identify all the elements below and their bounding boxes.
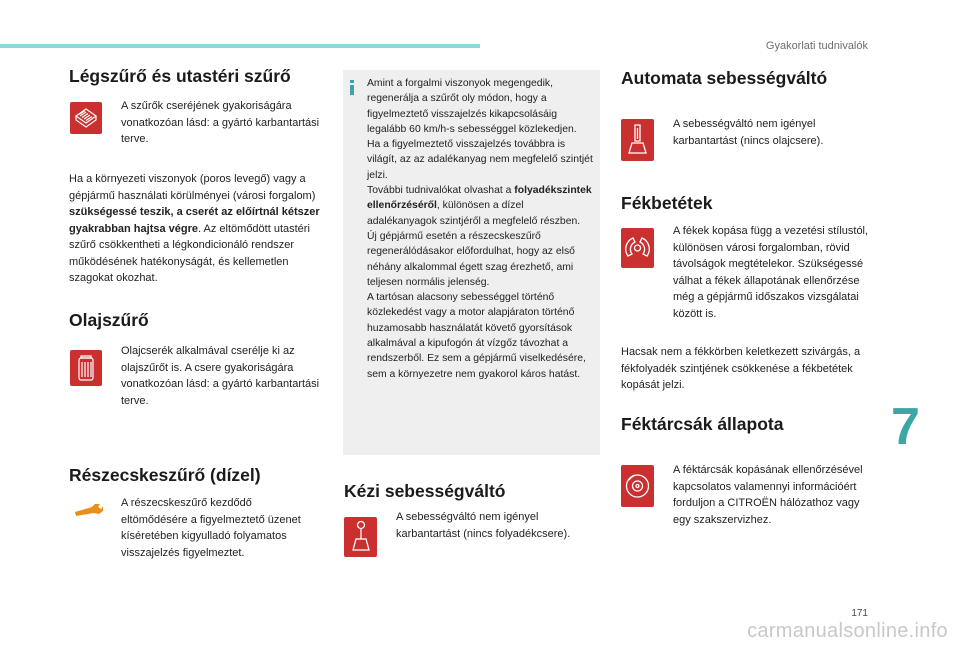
brake-pads-heading: Fékbetétek (621, 193, 713, 213)
brake-pads-icon (621, 228, 654, 268)
automatic-gear-icon (621, 119, 654, 161)
air-filter-icon-text: A szűrők cseréjének gyakoriságára vonatkozóan lásd: a gyártó karbantartási terve. (121, 100, 320, 145)
air-filter-icon (70, 102, 102, 134)
air-filter-heading: Légszűrő és utastéri szűrő (69, 66, 291, 86)
oil-filter-icon (70, 350, 102, 386)
info-paragraph: A tartósan alacsony sebességgel történő közlekedést vagy a motor alapjáraton történő huzamosabb használatát követő gyorsítások alkalmával a kipufogón át vízgőz távozhat a rendszerből. Ez sem a gépjármű viselkedésére, sem a környezetre nem gyakorol káros hatást. (367, 292, 586, 380)
brake-discs-text: A féktárcsák kopásának ellenőrzésével kapcsolatos valamennyi információért forduljon a CITROËN hálózathoz vagy egy szakszervizhez. (673, 464, 863, 526)
particle-filter-heading: Részecskeszűrő (dízel) (69, 465, 261, 485)
oil-filter-text: Olajcserék alkalmával cserélje ki az olajszűrőt is. A csere gyakoriságára vonatkozóan lásd: a gyártó karbantartási terve. (121, 345, 320, 407)
air-filter-body: Ha a környezeti viszonyok (poros levegő) vagy a gépjármű használati körülményei (városi forgalom) szükségessé teszik, a cserét az előírtnál kétszer gyakrabban hajtsa végre. Az eltömődött utastéri szűrő csökkentheti a légkondicionáló rendszer működésének hatékonyságát, és kellemetlen szagokat okozhat. (69, 173, 320, 284)
brake-disc-icon (621, 465, 654, 507)
info-paragraph: Új gépjármű esetén a részecskeszűrő regenerálódásakor előfordulhat, hogy az első néhány alkalommal égett szag érezhető, ami teljesen normális jelenség. (367, 230, 575, 288)
air-filter-body-emphasis: szükségessé teszik, a cserét az előírtnál kétszer gyakrabban hajtsa végre (69, 206, 320, 235)
particle-filter-text: A részecskeszűrő kezdődő eltömődésére a figyelmeztető üzenet kíséretében kigyulladó folyamatos visszajelzés figyelmeztet. (121, 497, 301, 559)
info-link-emphasis: folyadékszintek ellenőrzéséről (367, 185, 592, 212)
brake-discs-heading: Féktárcsák állapota (621, 414, 784, 434)
manual-gearbox-text: A sebességváltó nem igényel karbantartást (nincs folyadékcsere). (396, 511, 571, 540)
watermark: carmanualsonline.info (747, 620, 948, 642)
brake-pads-body: Hacsak nem a fékkörben keletkezett szivárgás, a fékfolyadék szintjének csökkenése a fékbetétek kopását jelzi. (621, 346, 861, 391)
info-box-text (367, 76, 595, 382)
gear-stick-icon (344, 517, 377, 557)
oil-filter-heading: Olajszűrő (69, 310, 149, 330)
manual-gearbox-heading: Kézi sebességváltó (344, 481, 506, 501)
automatic-gearbox-text: A sebességváltó nem igényel karbantartást (nincs olajcsere). (673, 118, 824, 147)
wrench-icon (72, 503, 104, 517)
automatic-gearbox-heading: Automata sebességváltó (621, 68, 828, 88)
header-title: Gyakorlati tudnivalók (765, 40, 868, 52)
info-paragraph: További tudnivalókat olvashat a folyadékszintek ellenőrzéséről, különösen a dízel adalékanyagok szintjéről a megfelelő részben. (367, 185, 592, 227)
chapter-number: 7 (891, 398, 920, 456)
brake-pads-icon-text: A fékek kopása függ a vezetési stílustól, különösen városi forgalomban, rövid távolságok megtételekor. Szükségessé válhat a fékek állapotának ellenőrzése még a gépjármű időszakos vizsgálatai között is. (673, 225, 869, 320)
info-icon (349, 80, 355, 95)
info-paragraph: Amint a forgalmi viszonyok megengedik, regenerálja a szűrőt oly módon, hogy a figyelmeztető visszajelzés kikapcsolásáig legalább 60 km/h-s sebességgel közlekedjen. (367, 78, 577, 135)
info-paragraph: Ha a figyelmeztető visszajelzés továbbra is világít, az az adalékanyag nem megfelelő szintjét jelzi. (367, 139, 593, 181)
header-accent-bar (0, 44, 480, 48)
info-box (343, 70, 600, 455)
page-number: 171 (851, 608, 868, 619)
